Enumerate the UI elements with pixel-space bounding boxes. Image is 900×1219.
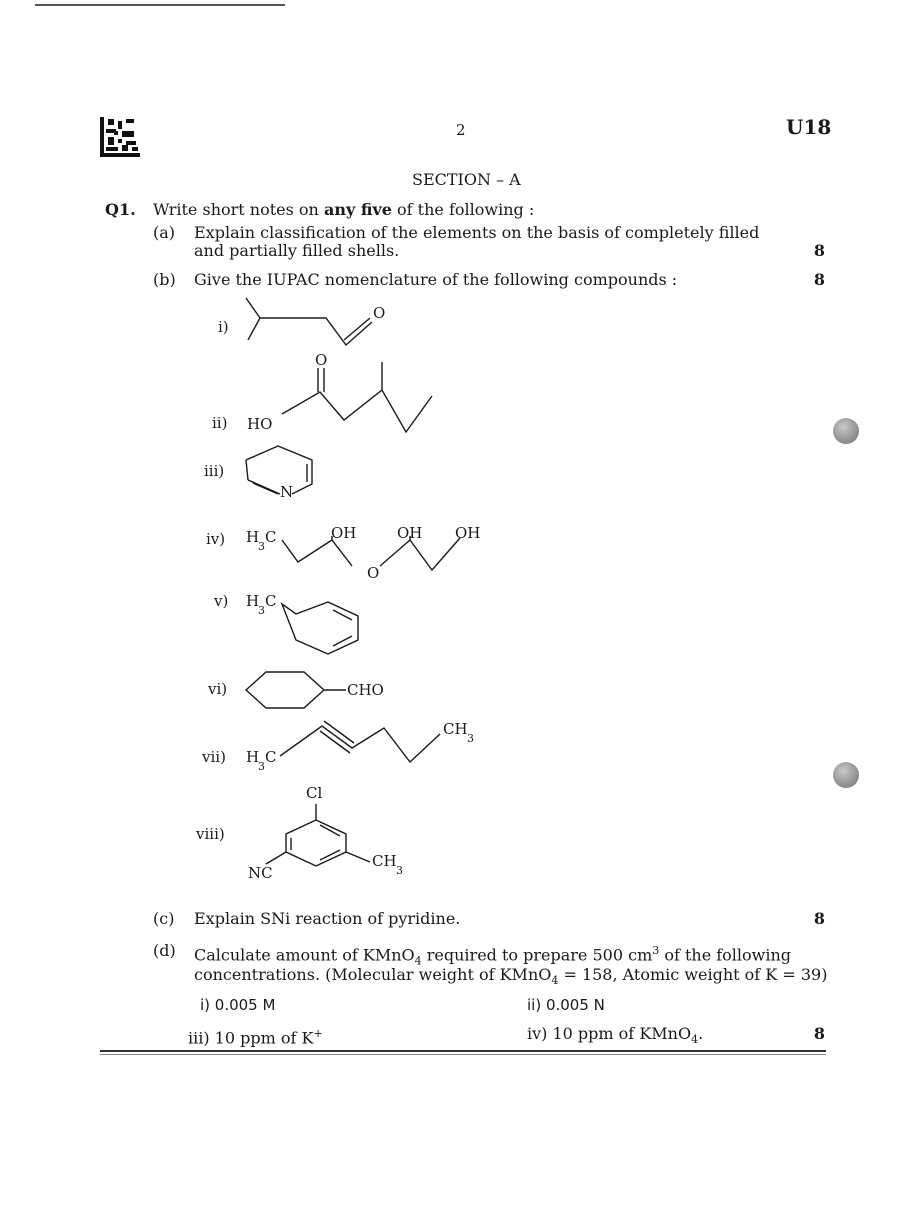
item-label-iv: iv)	[206, 530, 226, 548]
option-2: ii) 0.005 N	[527, 996, 605, 1014]
atom-oh-3: OH	[455, 524, 481, 542]
structure-i	[246, 298, 385, 345]
option-3	[188, 1024, 323, 1048]
d-l1a: Calculate amount of KMnO	[194, 945, 415, 965]
part-c-label: (c)	[153, 909, 175, 928]
structure-viii	[248, 784, 403, 882]
opt3-sup: +	[313, 1027, 323, 1040]
structure-iii	[246, 446, 312, 501]
part-c-text: Explain SNi reaction of pyridine.	[194, 909, 461, 928]
atom-h-4: H	[246, 528, 260, 546]
item-label-v: v)	[214, 592, 229, 610]
atom-h-7: H	[246, 748, 260, 766]
opt3-text: iii) 10 ppm of K	[188, 1028, 314, 1048]
atom-c-4: C	[265, 528, 277, 546]
part-d-line2	[194, 965, 827, 991]
sub-3-8: 3	[396, 864, 403, 877]
opt4-dot: .	[698, 1024, 704, 1043]
sub-3-7: 3	[258, 760, 265, 773]
d-l1e: of the following	[659, 945, 792, 965]
atom-cl: Cl	[306, 784, 323, 802]
item-label-viii: viii)	[196, 825, 225, 843]
d-l1d: 3	[652, 944, 660, 957]
item-label-i: i)	[218, 318, 229, 336]
sub-3-5: 3	[258, 604, 265, 617]
atom-oh-2: OH	[397, 524, 423, 542]
atom-c-7: C	[265, 748, 277, 766]
part-b-text: Give the IUPAC nomenclature of the following compounds :	[194, 270, 678, 289]
scan-dot-1	[833, 418, 859, 444]
part-b-label: (b)	[153, 270, 176, 289]
atom-oh-1: OH	[331, 524, 357, 542]
structure-iv	[246, 524, 480, 582]
atom-h-5: H	[246, 592, 260, 610]
d-l1b: 4	[414, 954, 422, 968]
bottom-rule-2	[100, 1054, 826, 1055]
structure-vii	[246, 720, 474, 773]
part-c-marks: 8	[813, 909, 825, 928]
sub-3-7b: 3	[467, 732, 474, 745]
bottom-rule-1	[100, 1050, 826, 1052]
part-b-marks: 8	[813, 270, 825, 289]
part-d-marks: 8	[813, 1024, 825, 1043]
page-number: 2	[456, 121, 466, 139]
item-label-vii: vii)	[202, 748, 226, 766]
structure-ii	[247, 351, 432, 433]
stem-prefix: Write short notes on	[153, 200, 324, 219]
atom-o-2: O	[315, 351, 328, 369]
atom-o-1: O	[373, 304, 386, 322]
atom-o-ether: O	[367, 564, 380, 582]
option-1: i) 0.005 M	[200, 996, 276, 1014]
atom-c-5: C	[265, 592, 277, 610]
section-title: SECTION – A	[412, 170, 521, 189]
paper-code: U18	[786, 115, 832, 139]
structure-v	[246, 592, 358, 654]
option-4	[527, 1024, 703, 1050]
part-a-line1: Explain classification of the elements on the basis of completely filled	[194, 223, 760, 242]
atom-ch-8: CH	[372, 852, 397, 870]
atom-ch-7: CH	[443, 720, 468, 738]
part-a-marks: 8	[813, 241, 825, 260]
item-label-vi: vi)	[208, 680, 228, 698]
sub-3-4: 3	[258, 540, 265, 553]
stem-suffix: of the following :	[391, 200, 535, 219]
question-number: Q1.	[105, 200, 136, 219]
d-l1c: required to prepare 500 cm	[421, 945, 653, 965]
d-l2c: = 158, Atomic weight of K = 39)	[558, 965, 828, 984]
opt4-sub: 4	[691, 1033, 699, 1047]
opt4-text: iv) 10 ppm of KMnO	[527, 1024, 692, 1043]
atom-ho: HO	[247, 415, 273, 433]
d-l2b: 4	[551, 974, 559, 988]
scan-dot-2	[833, 762, 859, 788]
atom-n: N	[280, 483, 294, 501]
atom-nc: NC	[248, 864, 273, 882]
d-l2a: concentrations. (Molecular weight of KMnO	[194, 965, 552, 984]
item-label-iii: iii)	[204, 462, 225, 480]
part-d-label: (d)	[153, 941, 176, 960]
stem-emphasis: any five	[323, 200, 392, 219]
atom-cho: CHO	[347, 681, 384, 699]
structure-vi	[246, 672, 384, 708]
part-a-line2: and partially filled shells.	[194, 241, 400, 260]
part-a-label: (a)	[153, 223, 176, 242]
item-label-ii: ii)	[212, 414, 228, 432]
